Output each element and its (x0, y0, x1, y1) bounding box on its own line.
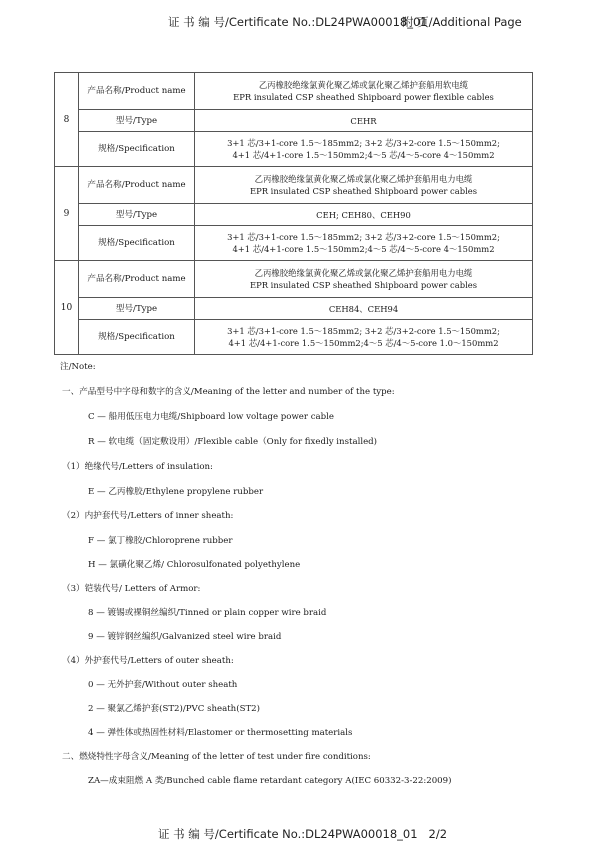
row-number: 8 (55, 73, 79, 167)
type-value: CEH84、CEH94 (195, 298, 533, 320)
header-additional-page: 附 页/Additional Page (402, 15, 522, 29)
specification-line: 3+1 芯/3+1-core 1.5～185mm2; 3+2 芯/3+2-core 1.5～150mm2; (227, 138, 500, 148)
product-name-label: 产品名称/Product name (79, 167, 195, 204)
note-item: 2 — 聚氯乙烯护套(ST2)/PVC sheath(ST2) (88, 704, 261, 714)
type-value: CEHR (195, 110, 533, 132)
table-row (55, 167, 533, 204)
table-row (55, 261, 533, 298)
product-name-en: EPR insulated CSP sheathed Shipboard power cables (249, 186, 478, 196)
note-heading: （4）外护套代号/Letters of outer sheath: (62, 656, 234, 666)
product-name-cn: 乙丙橡胶绝缘氯黄化聚乙烯或氯化聚乙烯护套船用软电缆 (258, 80, 469, 90)
specification-value (195, 132, 533, 167)
product-name-value (195, 167, 533, 204)
specification-label: 规格/Specification (79, 226, 195, 261)
note-item: E — 乙丙橡胶/Ethylene propylene rubber (88, 487, 264, 497)
table-row (55, 132, 533, 167)
note-item: 8 — 镀锡或裸铜丝编织/Tinned or plain copper wire braid (88, 608, 327, 618)
specification-line: 3+1 芯/3+1-core 1.5～185mm2; 3+2 芯/3+2-core 1.5～150mm2; (227, 232, 500, 242)
note-item: 9 — 镀锌钢丝编织/Galvanized steel wire braid (88, 632, 282, 642)
specification-label: 规格/Specification (79, 320, 195, 355)
type-label: 型号/Type (79, 110, 195, 132)
product-name-cn: 乙丙橡胶绝缘氯黄化聚乙烯或氯化聚乙烯护套船用电力电缆 (254, 268, 473, 278)
specification-label: 规格/Specification (79, 132, 195, 167)
note-item: ZA—成束阻燃 A 类/Bunched cable flame retardant category A(IEC 60332-3-22:2009) (88, 776, 452, 786)
product-name-value (195, 261, 533, 298)
table-row (55, 298, 533, 320)
product-name-en: EPR insulated CSP sheathed Shipboard power flexible cables (233, 92, 494, 102)
page-number: 2/2 (428, 827, 448, 841)
table-row (55, 204, 533, 226)
type-label: 型号/Type (79, 298, 195, 320)
note-item: C — 船用低压电力电缆/Shipboard low voltage power cable (88, 412, 335, 422)
specification-line: 4+1 芯/4+1-core 1.5～150mm2;4～5 芯/4～5-core 1.0～150mm2 (228, 338, 499, 348)
type-value: CEH; CEH80、CEH90 (195, 204, 533, 226)
row-number: 10 (55, 261, 79, 355)
note-heading: （2）内护套代号/Letters of inner sheath: (62, 511, 234, 521)
table-row (55, 73, 533, 110)
product-name-value (195, 73, 533, 110)
row-number: 9 (55, 167, 79, 261)
note-heading: （1）绝缘代号/Letters of insulation: (62, 462, 213, 472)
product-spec-table (54, 72, 533, 355)
specification-line: 4+1 芯/4+1-core 1.5～150mm2;4～5 芯/4～5-core 4～150mm2 (232, 244, 495, 254)
page-footer (0, 826, 605, 842)
note-item: F — 氯丁橡胶/Chloroprene rubber (88, 536, 233, 546)
header-certificate-number: 证 书 编 号/Certificate No.:DL24PWA00018_01 (168, 15, 428, 29)
specification-line: 3+1 芯/3+1-core 1.5～185mm2; 3+2 芯/3+2-core 1.5～150mm2; (227, 326, 500, 336)
specification-value (195, 226, 533, 261)
note-heading: 一、产品型号中字母和数字的含义/Meaning of the letter and number of the type: (62, 387, 395, 397)
product-name-label: 产品名称/Product name (79, 73, 195, 110)
product-name-cn: 乙丙橡胶绝缘氯黄化聚乙烯或氯化聚乙烯护套船用电力电缆 (254, 174, 473, 184)
specification-value (195, 320, 533, 355)
note-item: 4 — 弹性体或热固性材料/Elastomer or thermosetting materials (88, 728, 353, 738)
notes-title: 注/Note: (60, 362, 96, 372)
footer-certificate-number: 证 书 编 号/Certificate No.:DL24PWA00018_01 (157, 827, 418, 841)
table-row (55, 226, 533, 261)
note-heading: （3）铠装代号/ Letters of Armor: (62, 584, 201, 594)
specification-line: 4+1 芯/4+1-core 1.5～150mm2;4～5 芯/4～5-core 4～150mm2 (232, 150, 495, 160)
note-heading: 二、燃烧特性字母含义/Meaning of the letter of test under fire conditions: (62, 752, 371, 762)
table-row (55, 320, 533, 355)
note-item: H — 氯磺化聚乙烯/ Chlorosulfonated polyethylene (88, 560, 301, 570)
type-label: 型号/Type (79, 204, 195, 226)
product-name-label: 产品名称/Product name (79, 261, 195, 298)
note-item: R — 软电缆（固定敷设用）/Flexible cable（Only for fixedly installed) (88, 437, 378, 447)
product-name-en: EPR insulated CSP sheathed Shipboard power cables (249, 280, 478, 290)
note-item: 0 — 无外护套/Without outer sheath (88, 680, 238, 690)
table-row (55, 110, 533, 132)
